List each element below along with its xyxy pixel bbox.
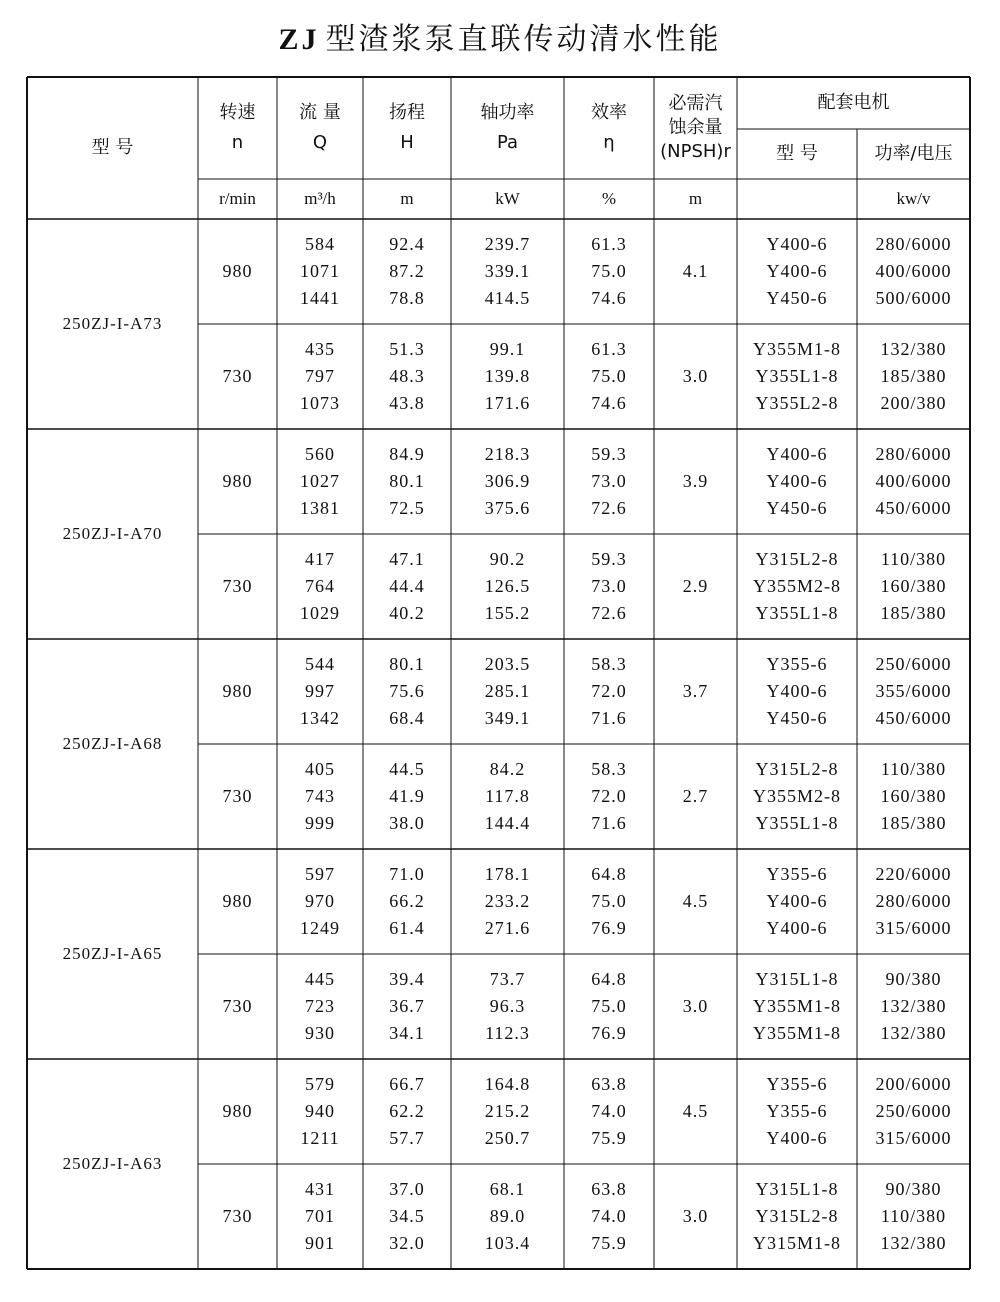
eff-value: 73.0 (591, 471, 627, 491)
head-value: 80.1 (389, 654, 425, 674)
flow-value: 405 (305, 759, 335, 779)
eff-values (564, 849, 654, 954)
motor-power-value: 500/6000 (875, 288, 952, 308)
head-value: 87.2 (389, 261, 425, 281)
motor-model-values (737, 744, 857, 849)
motor-power-values (857, 429, 970, 534)
power-value: 178.1 (484, 864, 531, 884)
eff-values (564, 324, 654, 429)
head-values (363, 324, 451, 429)
header-power-line: 轴功率 (480, 102, 535, 123)
motor-power-value: 110/380 (880, 759, 947, 779)
unit-speed: r/min (219, 189, 256, 208)
eff-value: 59.3 (591, 444, 627, 464)
motor-power-value: 220/6000 (875, 864, 952, 884)
flow-values (277, 639, 363, 744)
header-flow-line: Q (312, 132, 328, 153)
pump-model: 250ZJ-I-A73 (62, 314, 163, 333)
motor-model-value: Y355L1-8 (755, 813, 839, 833)
power-value: 171.6 (484, 393, 531, 413)
power-value: 414.5 (484, 288, 531, 308)
head-value: 92.4 (389, 234, 425, 254)
eff-values (564, 429, 654, 534)
header-efficiency-line: 效率 (591, 102, 627, 123)
flow-values (277, 849, 363, 954)
header-npsh-line: (NPSH)r (660, 141, 731, 162)
eff-value: 61.3 (591, 234, 627, 254)
motor-power-value: 132/380 (880, 1023, 947, 1043)
flow-values (277, 1164, 363, 1269)
power-values (451, 534, 564, 639)
motor-model-value: Y400-6 (766, 681, 828, 701)
unit-efficiency: % (601, 189, 617, 208)
eff-value: 75.9 (591, 1233, 627, 1253)
eff-values (564, 1059, 654, 1164)
flow-value: 1027 (300, 471, 340, 491)
motor-power-value: 450/6000 (875, 498, 952, 518)
flow-value: 764 (305, 576, 335, 596)
motor-model-value: Y315L1-8 (755, 1179, 839, 1199)
flow-value: 743 (305, 786, 335, 806)
motor-model-value: Y400-6 (766, 261, 828, 281)
head-values (363, 849, 451, 954)
power-value: 271.6 (484, 918, 531, 938)
motor-model-value: Y355M1-8 (753, 339, 841, 359)
flow-value: 1211 (300, 1128, 340, 1148)
motor-model-value: Y355L1-8 (755, 366, 839, 386)
pump-model: 250ZJ-I-A65 (62, 944, 163, 963)
power-values (451, 1059, 564, 1164)
power-value: 375.6 (484, 498, 531, 518)
motor-model-value: Y355-6 (766, 1074, 828, 1094)
flow-value: 1071 (300, 261, 340, 281)
flow-value: 1342 (300, 708, 340, 728)
head-value: 51.3 (389, 339, 425, 359)
motor-model-value: Y355-6 (766, 1101, 828, 1121)
eff-values (564, 534, 654, 639)
flow-value: 1073 (300, 393, 340, 413)
motor-power-values (857, 1164, 970, 1269)
motor-power-value: 250/6000 (875, 1101, 952, 1121)
flow-values (277, 534, 363, 639)
power-value: 349.1 (484, 708, 531, 728)
head-value: 71.0 (389, 864, 425, 884)
head-value: 43.8 (389, 393, 425, 413)
motor-model-value: Y315L2-8 (755, 549, 839, 569)
eff-value: 76.9 (591, 918, 627, 938)
npsh-value: 3.0 (682, 1206, 709, 1226)
head-values (363, 1059, 451, 1164)
eff-value: 64.8 (591, 969, 627, 989)
eff-value: 74.0 (591, 1206, 627, 1226)
head-value: 66.2 (389, 891, 425, 911)
motor-model-values (737, 639, 857, 744)
power-values (451, 324, 564, 429)
motor-model-values (737, 219, 857, 324)
speed-value: 730 (222, 786, 253, 806)
eff-value: 75.0 (591, 261, 627, 281)
flow-value: 723 (305, 996, 335, 1016)
motor-power-values (857, 954, 970, 1059)
flow-value: 431 (305, 1179, 335, 1199)
motor-power-value: 185/380 (880, 813, 947, 833)
header-flow (277, 77, 363, 179)
head-value: 34.1 (389, 1023, 425, 1043)
motor-power-value: 185/380 (880, 603, 947, 623)
header-power (451, 77, 564, 179)
head-value: 44.5 (389, 759, 425, 779)
speed-value: 980 (222, 681, 253, 701)
eff-values (564, 744, 654, 849)
motor-model-value: Y400-6 (766, 918, 828, 938)
motor-power-value: 315/6000 (875, 1128, 952, 1148)
speed-value: 980 (222, 261, 253, 281)
head-value: 40.2 (389, 603, 425, 623)
eff-value: 72.6 (591, 603, 627, 623)
head-value: 38.0 (389, 813, 425, 833)
motor-power-value: 90/380 (885, 969, 942, 989)
flow-value: 999 (305, 813, 335, 833)
pump-model: 250ZJ-I-A70 (62, 524, 163, 543)
motor-model-values (737, 324, 857, 429)
head-value: 41.9 (389, 786, 425, 806)
unit-flow: m³/h (304, 189, 336, 208)
power-values (451, 954, 564, 1059)
power-value: 126.5 (484, 576, 531, 596)
eff-value: 74.6 (591, 393, 627, 413)
motor-power-values (857, 639, 970, 744)
motor-power-value: 132/380 (880, 1233, 947, 1253)
flow-value: 970 (305, 891, 335, 911)
eff-value: 72.0 (591, 786, 627, 806)
motor-power-value: 400/6000 (875, 261, 952, 281)
motor-model-value: Y315L1-8 (755, 969, 839, 989)
motor-model-values (737, 534, 857, 639)
flow-value: 1441 (300, 288, 340, 308)
motor-power-value: 110/380 (880, 1206, 947, 1226)
motor-model-value: Y400-6 (766, 234, 828, 254)
motor-power-values (857, 849, 970, 954)
motor-model-value: Y355L2-8 (755, 393, 839, 413)
eff-value: 74.6 (591, 288, 627, 308)
flow-values (277, 1059, 363, 1164)
head-values (363, 954, 451, 1059)
header-motor-power: 功率/电压 (874, 143, 953, 164)
eff-value: 58.3 (591, 654, 627, 674)
head-value: 44.4 (389, 576, 425, 596)
power-value: 239.7 (484, 234, 531, 254)
npsh-value: 3.7 (682, 681, 709, 701)
header-npsh (654, 77, 737, 179)
header-speed-line: n (231, 132, 244, 153)
motor-power-values (857, 219, 970, 324)
motor-power-value: 280/6000 (875, 444, 952, 464)
speed-value: 730 (222, 1206, 253, 1226)
motor-model-value: Y315L2-8 (755, 759, 839, 779)
unit-motor-model (737, 179, 857, 219)
motor-model-value: Y450-6 (766, 498, 828, 518)
head-value: 48.3 (389, 366, 425, 386)
power-value: 285.1 (484, 681, 531, 701)
power-value: 218.3 (484, 444, 531, 464)
npsh-value: 4.5 (682, 1101, 709, 1121)
power-value: 89.0 (489, 1206, 526, 1226)
motor-power-value: 160/380 (880, 786, 947, 806)
head-values (363, 639, 451, 744)
flow-values (277, 324, 363, 429)
head-value: 66.7 (389, 1074, 425, 1094)
eff-values (564, 639, 654, 744)
flow-value: 940 (305, 1101, 335, 1121)
npsh-value: 2.7 (682, 786, 709, 806)
motor-model-value: Y450-6 (766, 708, 828, 728)
head-value: 72.5 (389, 498, 425, 518)
flow-value: 584 (305, 234, 335, 254)
motor-power-values (857, 1059, 970, 1164)
unit-power: kW (495, 189, 520, 208)
eff-value: 76.9 (591, 1023, 627, 1043)
eff-value: 75.9 (591, 1128, 627, 1148)
eff-value: 72.0 (591, 681, 627, 701)
pump-model: 250ZJ-I-A68 (62, 734, 163, 753)
motor-model-value: Y400-6 (766, 444, 828, 464)
power-value: 139.8 (484, 366, 531, 386)
flow-value: 797 (305, 366, 335, 386)
eff-value: 71.6 (591, 813, 627, 833)
npsh-value: 3.9 (682, 471, 709, 491)
flow-value: 445 (305, 969, 335, 989)
header-head-line: 扬程 (389, 102, 425, 123)
head-value: 84.9 (389, 444, 425, 464)
flow-value: 417 (305, 549, 335, 569)
eff-value: 72.6 (591, 498, 627, 518)
flow-value: 579 (305, 1074, 335, 1094)
flow-values (277, 429, 363, 534)
head-value: 80.1 (389, 471, 425, 491)
motor-power-value: 315/6000 (875, 918, 952, 938)
motor-model-value: Y315L2-8 (755, 1206, 839, 1226)
motor-model-values (737, 954, 857, 1059)
flow-value: 1029 (300, 603, 340, 623)
motor-power-value: 90/380 (885, 1179, 942, 1199)
motor-power-value: 250/6000 (875, 654, 952, 674)
header-motor: 配套电机 (817, 92, 890, 113)
head-value: 36.7 (389, 996, 425, 1016)
npsh-value: 4.1 (682, 261, 709, 281)
motor-model-value: Y355M2-8 (753, 576, 841, 596)
power-value: 68.1 (489, 1179, 526, 1199)
head-value: 32.0 (389, 1233, 425, 1253)
speed-value: 980 (222, 1101, 253, 1121)
title-text: 型渣浆泵直联传动清水性能 (325, 22, 722, 57)
eff-value: 75.0 (591, 366, 627, 386)
motor-model-value: Y355L1-8 (755, 603, 839, 623)
power-value: 96.3 (489, 996, 526, 1016)
power-values (451, 639, 564, 744)
power-value: 144.4 (484, 813, 531, 833)
speed-value: 730 (222, 576, 253, 596)
npsh-value: 2.9 (682, 576, 709, 596)
flow-value: 1381 (300, 498, 340, 518)
motor-power-value: 280/6000 (875, 234, 952, 254)
npsh-value: 4.5 (682, 891, 709, 911)
power-values (451, 219, 564, 324)
motor-model-values (737, 1059, 857, 1164)
head-value: 62.2 (389, 1101, 425, 1121)
flow-value: 597 (305, 864, 335, 884)
power-value: 203.5 (484, 654, 531, 674)
head-values (363, 219, 451, 324)
motor-model-value: Y355-6 (766, 654, 828, 674)
eff-value: 63.8 (591, 1074, 627, 1094)
unit-npsh: m (688, 189, 703, 208)
speed-value: 730 (222, 996, 253, 1016)
header-npsh-line: 必需汽 (668, 93, 723, 114)
eff-value: 61.3 (591, 339, 627, 359)
motor-power-value: 185/380 (880, 366, 947, 386)
head-value: 61.4 (389, 918, 425, 938)
unit-head: m (400, 189, 414, 208)
header-head (363, 77, 451, 179)
eff-value: 64.8 (591, 864, 627, 884)
eff-value: 74.0 (591, 1101, 627, 1121)
motor-model-value: Y355-6 (766, 864, 828, 884)
speed-value: 730 (222, 366, 253, 386)
head-value: 68.4 (389, 708, 425, 728)
header-efficiency (564, 77, 654, 179)
power-value: 117.8 (485, 786, 530, 806)
eff-values (564, 1164, 654, 1269)
header-speed (198, 77, 277, 179)
title-prefix: ZJ (278, 23, 320, 56)
motor-power-value: 280/6000 (875, 891, 952, 911)
flow-values (277, 744, 363, 849)
motor-model-value: Y450-6 (766, 288, 828, 308)
motor-model-value: Y400-6 (766, 1128, 828, 1148)
power-value: 90.2 (489, 549, 526, 569)
flow-value: 435 (305, 339, 335, 359)
power-value: 112.3 (485, 1023, 530, 1043)
motor-power-value: 355/6000 (875, 681, 952, 701)
power-value: 103.4 (484, 1233, 531, 1253)
eff-value: 75.0 (591, 996, 627, 1016)
eff-values (564, 219, 654, 324)
motor-model-value: Y355M1-8 (753, 996, 841, 1016)
motor-power-value: 110/380 (880, 549, 947, 569)
motor-power-values (857, 534, 970, 639)
eff-value: 75.0 (591, 891, 627, 911)
flow-value: 701 (305, 1206, 335, 1226)
npsh-value: 3.0 (682, 996, 709, 1016)
unit-motor-power: kw/v (896, 189, 931, 208)
motor-power-values (857, 324, 970, 429)
npsh-value: 3.0 (682, 366, 709, 386)
motor-power-value: 132/380 (880, 996, 947, 1016)
power-value: 233.2 (484, 891, 531, 911)
power-value: 215.2 (484, 1101, 531, 1121)
eff-value: 71.6 (591, 708, 627, 728)
motor-model-values (737, 429, 857, 534)
eff-value: 73.0 (591, 576, 627, 596)
power-value: 99.1 (489, 339, 526, 359)
motor-model-value: Y355M1-8 (753, 1023, 841, 1043)
power-values (451, 744, 564, 849)
header-efficiency-line: η (603, 132, 615, 153)
power-value: 164.8 (484, 1074, 531, 1094)
speed-value: 980 (222, 891, 253, 911)
head-values (363, 534, 451, 639)
head-value: 37.0 (389, 1179, 425, 1199)
motor-power-value: 450/6000 (875, 708, 952, 728)
flow-values (277, 954, 363, 1059)
flow-value: 560 (305, 444, 335, 464)
header-npsh-line: 蚀余量 (668, 117, 723, 138)
motor-power-value: 132/380 (880, 339, 947, 359)
header-power-line: Pa (496, 132, 519, 153)
motor-model-value: Y315M1-8 (753, 1233, 841, 1253)
head-values (363, 744, 451, 849)
power-value: 306.9 (484, 471, 531, 491)
flow-value: 930 (305, 1023, 335, 1043)
head-value: 39.4 (389, 969, 425, 989)
motor-power-value: 200/380 (880, 393, 947, 413)
power-values (451, 429, 564, 534)
motor-power-value: 200/6000 (875, 1074, 952, 1094)
motor-model-value: Y400-6 (766, 471, 828, 491)
motor-model-value: Y400-6 (766, 891, 828, 911)
head-value: 75.6 (389, 681, 425, 701)
head-values (363, 429, 451, 534)
power-values (451, 849, 564, 954)
head-value: 34.5 (389, 1206, 425, 1226)
head-values (363, 1164, 451, 1269)
motor-power-values (857, 744, 970, 849)
head-value: 47.1 (389, 549, 425, 569)
header-motor-model: 型 号 (776, 143, 818, 164)
eff-value: 59.3 (591, 549, 627, 569)
power-value: 250.7 (484, 1128, 531, 1148)
head-value: 78.8 (389, 288, 425, 308)
header-flow-line: 流 量 (299, 102, 341, 123)
pump-model: 250ZJ-I-A63 (62, 1154, 163, 1173)
motor-model-value: Y355M2-8 (753, 786, 841, 806)
header-head-line: H (400, 132, 414, 153)
eff-value: 63.8 (591, 1179, 627, 1199)
flow-value: 901 (305, 1233, 335, 1253)
speed-value: 980 (222, 471, 253, 491)
power-values (451, 1164, 564, 1269)
power-value: 155.2 (484, 603, 531, 623)
header-speed-line: 转速 (219, 102, 256, 123)
eff-values (564, 954, 654, 1059)
motor-model-values (737, 1164, 857, 1269)
flow-values (277, 219, 363, 324)
motor-power-value: 400/6000 (875, 471, 952, 491)
flow-value: 544 (305, 654, 335, 674)
motor-model-values (737, 849, 857, 954)
head-value: 57.7 (389, 1128, 425, 1148)
flow-value: 1249 (300, 918, 340, 938)
flow-value: 997 (305, 681, 335, 701)
header-model: 型 号 (91, 137, 134, 158)
power-value: 73.7 (489, 969, 526, 989)
eff-value: 58.3 (591, 759, 627, 779)
power-value: 339.1 (484, 261, 531, 281)
motor-power-value: 160/380 (880, 576, 947, 596)
power-value: 84.2 (489, 759, 526, 779)
